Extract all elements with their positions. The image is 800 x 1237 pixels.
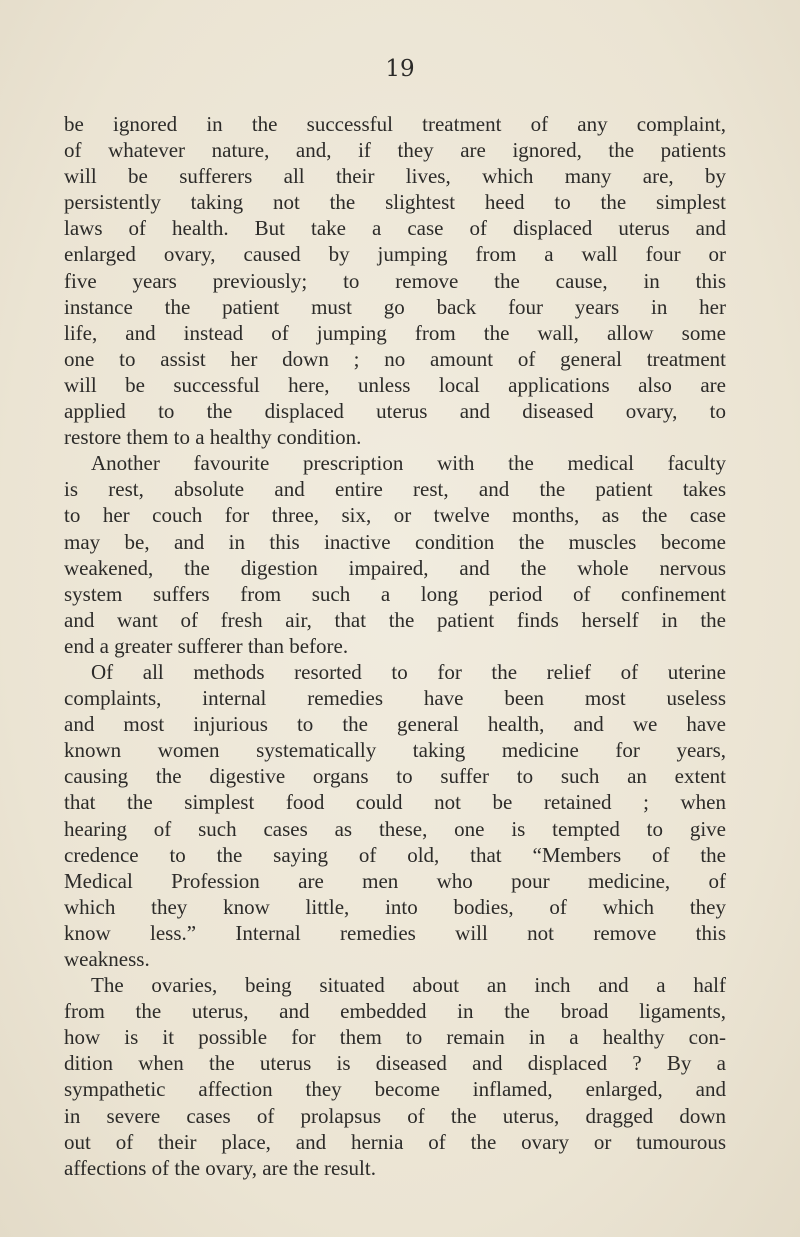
text-line: from the uterus, and embedded in the broad ligaments, xyxy=(64,999,726,1024)
text-line: instance the patient must go back four years in her xyxy=(64,294,726,319)
text-line: one to assist her down ; no amount of general treatment xyxy=(64,346,726,371)
text-line: how is it possible for them to remain in a healthy con- xyxy=(64,1025,726,1050)
text-line: complaints, internal remedies have been most useless xyxy=(64,686,726,711)
text-line: and want of fresh air, that the patient finds herself in the xyxy=(64,607,726,632)
text-line: may be, and in this inactive condition the muscles become xyxy=(64,529,726,554)
paragraph xyxy=(64,972,726,1181)
page-number: 19 xyxy=(385,56,415,82)
text-line: applied to the displaced uterus and diseased ovary, to xyxy=(64,399,726,424)
text-line: five years previously; to remove the cause, in this xyxy=(64,268,726,293)
text-line: weakened, the digestion impaired, and the whole nervous xyxy=(64,555,726,580)
text-line: end a greater sufferer than before. xyxy=(64,633,349,658)
text-line: to her couch for three, six, or twelve months, as the case xyxy=(64,503,726,528)
text-line: causing the digestive organs to suffer to such an extent xyxy=(64,764,726,789)
text-line: Medical Profession are men who pour medicine, of xyxy=(64,868,726,893)
text-line: is rest, absolute and entire rest, and the patient takes xyxy=(64,477,726,502)
text-line: hearing of such cases as these, one is tempted to give xyxy=(64,816,726,841)
text-line: know less.” Internal remedies will not remove this xyxy=(64,920,726,945)
paragraph xyxy=(64,111,726,450)
text-line: weakness. xyxy=(64,947,150,971)
text-line: Another favourite prescription with the medical faculty xyxy=(91,451,726,476)
text-line: enlarged ovary, caused by jumping from a wall four or xyxy=(64,242,726,267)
text-line: of whatever nature, and, if they are ignored, the patients xyxy=(64,138,726,163)
text-line: life, and instead of jumping from the wall, allow some xyxy=(64,320,726,345)
text-line: and most injurious to the general health, and we have xyxy=(64,712,726,737)
paragraph xyxy=(64,450,726,659)
text-line: known women systematically taking medicine for years, xyxy=(64,738,726,763)
text-line: credence to the saying of old, that “Members of the xyxy=(64,842,726,867)
text-line: will be sufferers all their lives, which many are, by xyxy=(64,164,726,189)
text-line: dition when the uterus is diseased and displaced ? By a xyxy=(64,1051,726,1076)
text-line: persistently taking not the slightest heed to the simplest xyxy=(64,190,726,215)
text-line: which they know little, into bodies, of which they xyxy=(64,894,726,919)
text-line: affections of the ovary, are the result. xyxy=(64,1155,376,1180)
text-line: in severe cases of prolapsus of the uterus, dragged down xyxy=(64,1103,726,1128)
body-text xyxy=(64,111,726,1181)
text-line: be ignored in the successful treatment of any complaint, xyxy=(64,112,726,136)
text-line: system suffers from such a long period of confinement xyxy=(64,581,726,606)
text-line: Of all methods resorted to for the relief of uterine xyxy=(91,659,726,684)
text-line: The ovaries, being situated about an inch and a half xyxy=(91,973,726,998)
text-line: out of their place, and hernia of the ovary or tumourous xyxy=(64,1129,726,1154)
text-line: will be successful here, unless local applications also are xyxy=(64,372,726,397)
text-line: that the simplest food could not be retained ; when xyxy=(64,790,726,815)
paragraph xyxy=(64,659,726,972)
text-line: laws of health. But take a case of displaced uterus and xyxy=(64,216,726,241)
text-line: sympathetic affection they become inflamed, enlarged, and xyxy=(64,1077,726,1102)
text-line: restore them to a healthy condition. xyxy=(64,425,362,450)
